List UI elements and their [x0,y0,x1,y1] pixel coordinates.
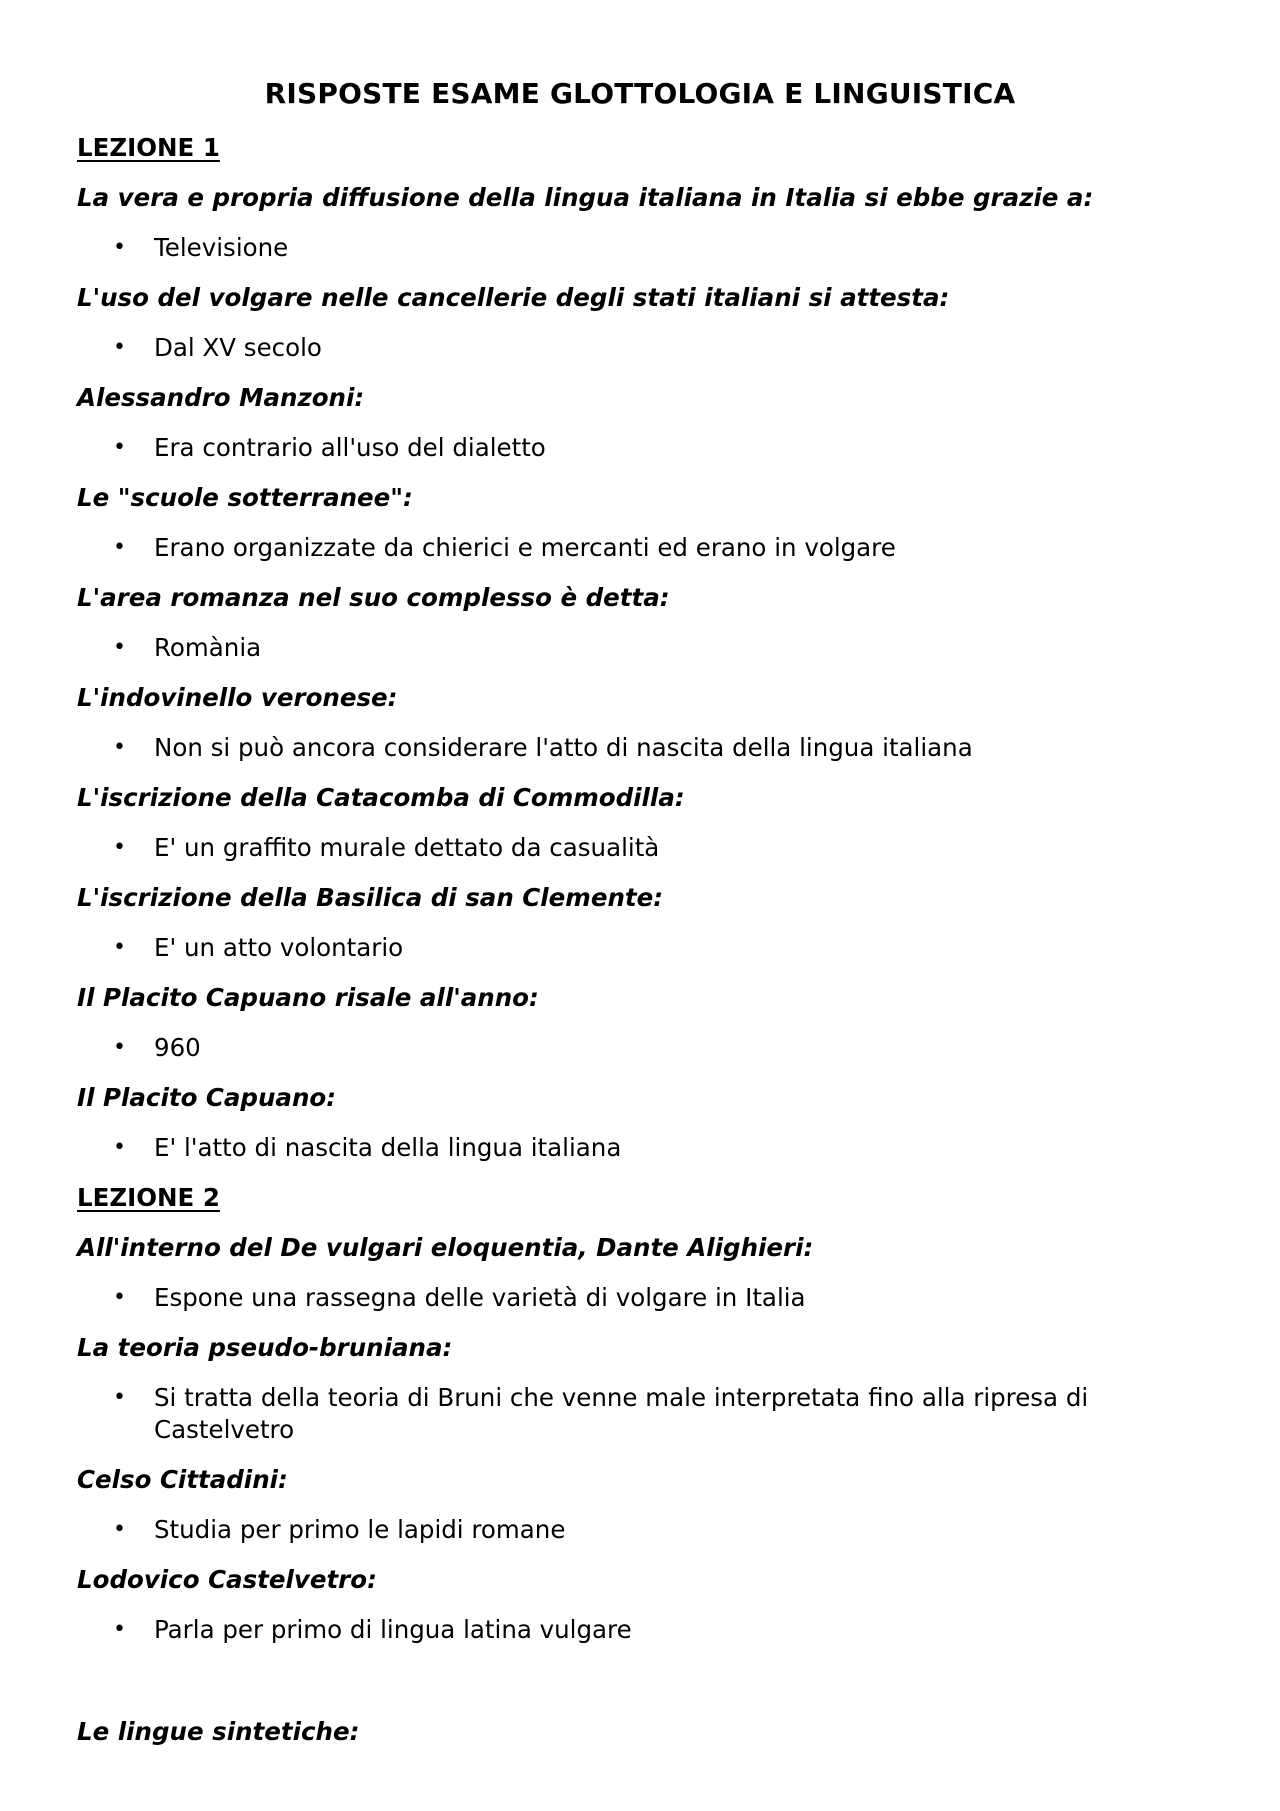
answer-item [77,928,1187,964]
bullet-icon: • [113,1517,126,1542]
question: L'iscrizione della Basilica di san Clemente: [77,883,664,912]
answer-item [77,528,1187,564]
answer-text: Studia per primo le lapidi romane [154,1515,566,1544]
document-body [77,128,1187,1762]
answer-text: Romània [154,633,262,662]
answer-item [77,828,1187,864]
question: Lodovico Castelvetro: [77,1565,377,1594]
bullet-icon: • [113,735,126,760]
answer-text: E' un graffito murale dettato da casualità [154,833,660,862]
answer-text: Parla per primo di lingua latina vulgare [154,1615,632,1644]
question: La teoria pseudo-bruniana: [77,1333,453,1362]
bullet-icon: • [113,835,126,860]
answer-item [77,1510,1187,1546]
bullet-icon: • [113,1035,126,1060]
question: Le lingue sintetiche: [77,1717,360,1746]
answer-text: Non si può ancora considerare l'atto di nascita della lingua italiana [154,733,973,762]
answer-item [77,1378,1187,1446]
answer-text: Era contrario all'uso del dialetto [154,433,546,462]
document-title: RISPOSTE ESAME GLOTTOLOGIA E LINGUISTICA [264,77,1016,110]
answer-text: E' un atto volontario [154,933,404,962]
answer-item [77,628,1187,664]
bullet-icon: • [113,935,126,960]
bullet-icon: • [113,435,126,460]
question: L'uso del volgare nelle cancellerie degli stati italiani si attesta: [77,283,950,312]
question: Le "scuole sotterranee": [77,483,413,512]
bullet-icon: • [113,1385,126,1410]
blank-line [77,1660,1187,1712]
bullet-icon: • [113,235,126,260]
question: Il Placito Capuano risale all'anno: [77,983,539,1012]
question: L'indovinello veronese: [77,683,398,712]
bullet-icon: • [113,335,126,360]
answer-text: Erano organizzate da chierici e mercanti ed erano in volgare [154,533,896,562]
question: Celso Cittadini: [77,1465,288,1494]
lesson-heading-1: LEZIONE 1 [77,133,220,162]
bullet-icon: • [113,1135,126,1160]
answer-text: Dal XV secolo [154,333,322,362]
lesson-heading-2: LEZIONE 2 [77,1183,220,1212]
answer-item [77,1028,1187,1064]
bullet-icon: • [113,535,126,560]
answer-item [77,428,1187,464]
bullet-icon: • [113,635,126,660]
question: Alessandro Manzoni: [77,383,365,412]
answer-text: 960 [154,1033,201,1062]
answer-item [77,228,1187,264]
answer-item [77,728,1187,764]
question: All'interno del De vulgari eloquentia, Dante Alighieri: [77,1233,814,1262]
answer-item [77,1278,1187,1314]
bullet-icon: • [113,1617,126,1642]
answer-item [77,328,1187,364]
question: La vera e propria diffusione della lingua italiana in Italia si ebbe grazie a: [77,183,1094,212]
answer-text: Espone una rassegna delle varietà di volgare in Italia [154,1283,806,1312]
question: L'iscrizione della Catacomba di Commodilla: [77,783,685,812]
question: Il Placito Capuano: [77,1083,337,1112]
answer-text: Si tratta della teoria di Bruni che venne male interpretata fino alla ripresa di Castelvetro [154,1383,1089,1444]
answer-text: E' l'atto di nascita della lingua italiana [154,1133,622,1162]
answer-item [77,1128,1187,1164]
answer-item [77,1610,1187,1646]
question: L'area romanza nel suo complesso è detta: [77,583,670,612]
answer-text: Televisione [154,233,289,262]
bullet-icon: • [113,1285,126,1310]
